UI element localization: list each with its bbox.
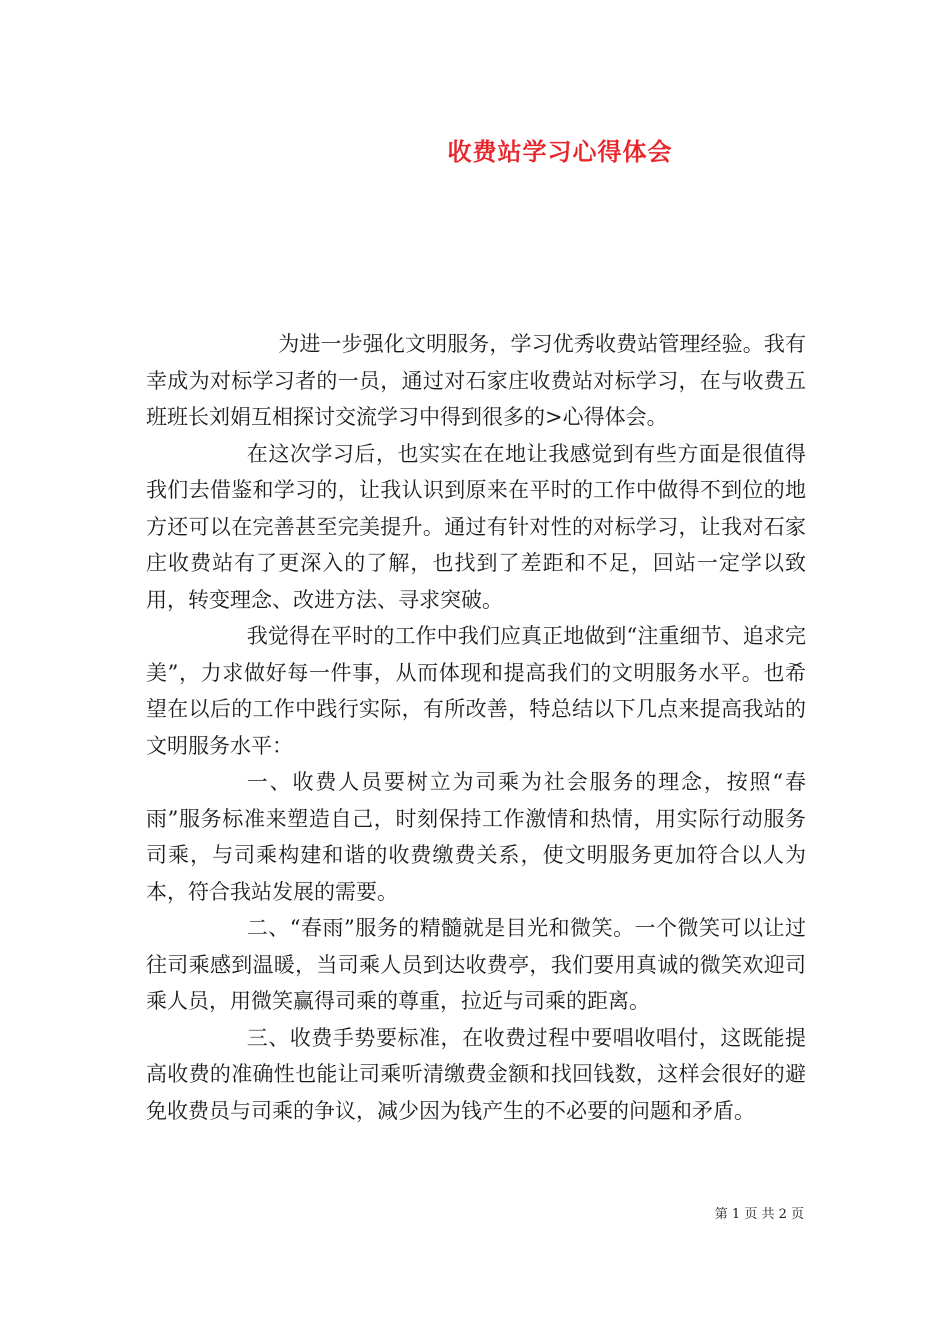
paragraph-summary-lead: 我觉得在平时的工作中我们应真正地做到“注重细节、追求完美”，力求做好每一件事，从而体现和提高我们的文明服务水平。也希望在以后的工作中践行实际，有所改善，特总结以下几点来提高我站的文明服务水平： — [146, 624, 806, 758]
paragraph-point-two: 二、“春雨”服务的精髓就是目光和微笑。一个微笑可以让过往司乘感到温暖，当司乘人员到达收费亭，我们要用真诚的微笑欢迎司乘人员，用微笑赢得司乘的尊重，拉近与司乘的距离。 — [146, 916, 806, 1013]
page-number-footer: 第 1 页 共 2 页 — [714, 1207, 804, 1222]
paragraph-intro: 为进一步强化文明服务，学习优秀收费站管理经验。我有幸成为对标学习者的一员，通过对石家庄收费站对标学习，在与收费五班班长刘娟互相探讨交流学习中得到很多的>心得体会。 — [146, 332, 806, 429]
paragraph-point-three: 三、收费手势要标准，在收费过程中要唱收唱付，这既能提高收费的准确性也能让司乘听清缴费金额和找回钱数，这样会很好的避免收费员与司乘的争议，减少因为钱产生的不必要的问题和矛盾。 — [146, 1025, 806, 1123]
paragraph-reflection: 在这次学习后，也实实在在地让我感觉到有些方面是很值得我们去借鉴和学习的，让我认识到原来在平时的工作中做得不到位的地方还可以在完善甚至完美提升。通过有针对性的对标学习，让我对石家庄收费站有了更深入的了解，也找到了差距和不足，回站一定学以致用，转变理念、改进方法、寻求突破。 — [146, 441, 806, 612]
document-title: 收费站学习心得体会 — [447, 137, 673, 166]
document-body — [146, 326, 806, 1129]
paragraph-point-one: 一、收费人员要树立为司乘为社会服务的理念，按照“春雨”服务标准来塑造自己，时刻保持工作激情和热情，用实际行动服务司乘，与司乘构建和谐的收费缴费关系，使文明服务更加符合以人为本，符合我站发展的需要。 — [146, 770, 806, 904]
